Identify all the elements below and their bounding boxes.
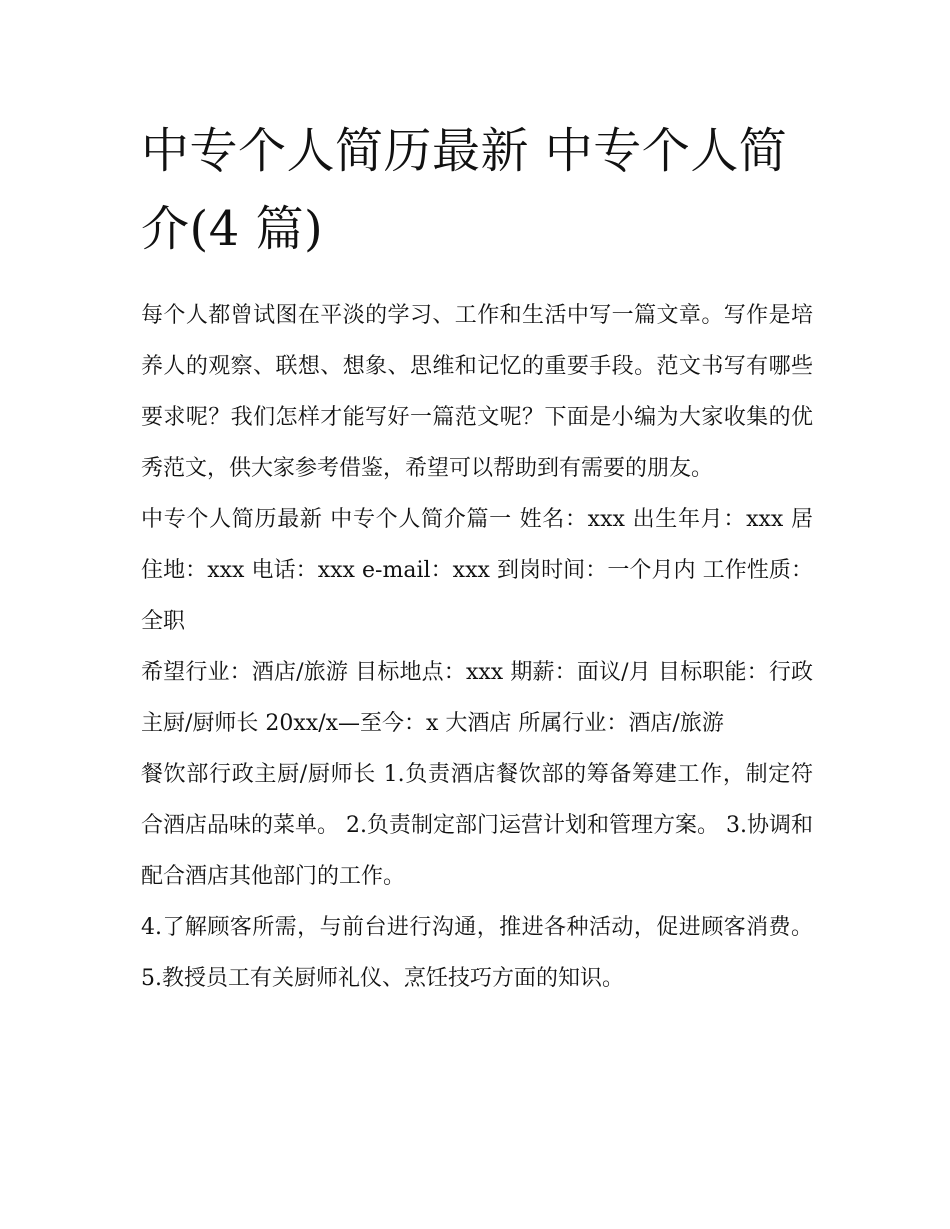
intro-paragraph: 每个人都曾试图在平淡的学习、工作和生活中写一篇文章。写作是培养人的观察、联想、想象、思维和记忆的重要手段。范文书写有哪些要求呢？我们怎样才能写好一篇范文呢？下面是小编为大家收集的优秀范文，供大家参考借鉴，希望可以帮助到有需要的朋友。: [141, 303, 813, 481]
resume-job-intent-paragraph: 希望行业：酒店/旅游 目标地点：xxx 期薪：面议/月 目标职能：行政主厨/厨师长 20xx/x—至今：x 大酒店 所属行业：酒店/旅游: [141, 660, 813, 736]
resume-duties-continued-paragraph: 4.了解顾客所需，与前台进行沟通，推进各种活动，促进顾客消费。 5.教授员工有关厨师礼仪、烹饪技巧方面的知识。: [141, 915, 813, 991]
document-title: 中专个人简历最新 中专个人简介(4 篇): [141, 123, 788, 257]
resume-duties-paragraph: 餐饮部行政主厨/厨师长 1.负责酒店餐饮部的筹备筹建工作，制定符合酒店品味的菜单。 2.负责制定部门运营计划和管理方案。 3.协调和配合酒店其他部门的工作。: [141, 762, 813, 889]
resume-basic-info-paragraph: 中专个人简历最新 中专个人简介篇一 姓名：xxx 出生年月：xxx 居住地：xxx 电话：xxx e-mail：xxx 到岗时间：一个月内 工作性质：全职: [141, 507, 813, 634]
document-content: [141, 112, 813, 1004]
